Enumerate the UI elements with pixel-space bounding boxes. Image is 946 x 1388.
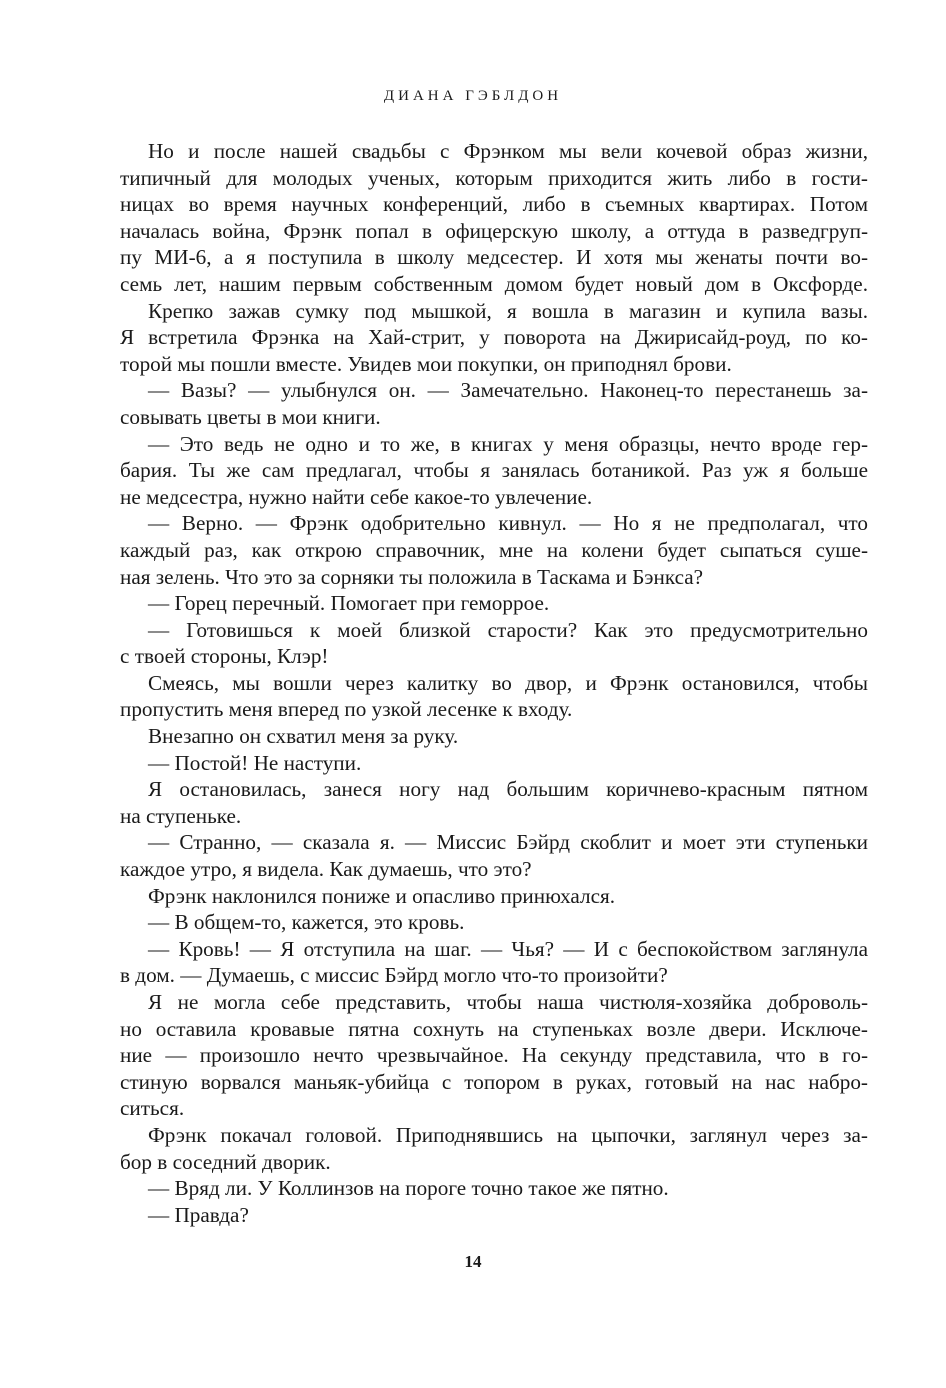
text-line: Но и после нашей свадьбы с Фрэнком мы вели кочевой образ жизни,	[148, 139, 868, 163]
page-number: 14	[464, 1252, 482, 1271]
text-line: — Горец перечный. Помогает при геморрое.	[148, 591, 550, 616]
text-line: стиную ворвался маньяк-убийца с топором в руках, готовый на нас набро-	[120, 1069, 868, 1094]
text-line: бария. Ты же сам предлагал, чтобы я занялась ботаникой. Раз уж я больше	[120, 458, 868, 483]
text-line: каждое утро, я видела. Как думаешь, что это?	[120, 857, 532, 882]
text-line: — В общем-то, кажется, это кровь.	[148, 910, 465, 935]
text-line: — Это ведь не одно и то же, в книгах у меня образцы, нечто вроде гер-	[148, 431, 868, 456]
text-line: началась война, Фрэнк попал в офицерскую школу, а оттуда в разведгруп-	[120, 218, 868, 243]
text-line: Фрэнк покачал головой. Приподнявшись на цыпочки, заглянул через за-	[148, 1122, 868, 1147]
text-line: Я не могла себе представить, чтобы наша чистюля-хозяйка доброволь-	[148, 990, 868, 1014]
text-line: типичный для молодых ученых, которым приходится жить либо в гости-	[120, 165, 868, 190]
text-line: Смеясь, мы вошли через калитку во двор, и Фрэнк остановился, чтобы	[148, 670, 868, 695]
text-line: не медсестра, нужно найти себе какое-то увлечение.	[120, 484, 593, 509]
text-line: — Вазы? — улыбнулся он. — Замечательно. Наконец-то перестанешь за-	[148, 378, 868, 403]
text-line: в дом. — Думаешь, с миссис Бэйрд могло что-то произойти?	[120, 963, 668, 988]
text-line: совывать цветы в мои книги.	[120, 404, 381, 429]
text-line: торой мы пошли вместе. Увидев мои покупки, он приподнял брови.	[120, 351, 732, 376]
body-text	[120, 138, 868, 1228]
text-line: — Вряд ли. У Коллинзов на пороге точно такое же пятно.	[148, 1176, 669, 1201]
text-line: — Правда?	[148, 1202, 249, 1227]
text-line: на ступеньке.	[120, 803, 242, 828]
text-line: — Кровь! — Я отступила на шаг. — Чья? — И с беспокойством заглянула	[148, 936, 868, 961]
text-line: пу МИ-6, а я поступила в школу медсестер. И хотя мы женаты почти во-	[120, 245, 868, 270]
text-line: бор в соседний дворик.	[120, 1149, 331, 1174]
text-line: но оставила кровавые пятна сохнуть на ступеньках возле двери. Исключе-	[120, 1016, 868, 1041]
text-line: ная зелень. Что это за сорняки ты положила в Таскама и Бэнкса?	[120, 564, 704, 589]
text-line: Внезапно он схватил меня за руку.	[148, 724, 459, 749]
text-line: — Странно, — сказала я. — Миссис Бэйрд скоблит и моет эти ступеньки	[148, 830, 868, 855]
text-line: — Постой! Не наступи.	[148, 750, 362, 775]
text-line: Фрэнк наклонился пониже и опасливо принюхался.	[148, 883, 616, 908]
text-line: Крепко зажав сумку под мышкой, я вошла в магазин и купила вазы.	[148, 298, 868, 323]
text-line: — Верно. — Фрэнк одобрительно кивнул. — Но я не предполагал, что	[148, 511, 868, 536]
text-line: с твоей стороны, Клэр!	[120, 644, 329, 669]
text-line: ницах во время научных конференций, либо в съемных квартирах. Потом	[120, 192, 868, 217]
running-head: ДИАНА ГЭБЛДОН	[383, 88, 563, 104]
text-line: пропустить меня вперед по узкой лесенке к входу.	[120, 697, 573, 722]
text-line: Я встретила Фрэнка на Хай-стрит, у поворота на Джирисайд-роуд, по ко-	[120, 325, 868, 350]
text-line: семь лет, нашим первым собственным домом будет новый дом в Оксфорде.	[120, 271, 868, 296]
text-line: каждый раз, как открою справочник, мне на колени будет сыпаться суше-	[120, 537, 868, 562]
text-line: ситься.	[120, 1096, 185, 1121]
text-line: — Готовишься к моей близкой старости? Как это предусмотрительно	[148, 617, 868, 642]
text-line: Я остановилась, занеся ногу над большим коричнево-красным пятном	[148, 777, 868, 802]
text-line: ние — произошло нечто чрезвычайное. На секунду представила, что в го-	[120, 1043, 868, 1068]
